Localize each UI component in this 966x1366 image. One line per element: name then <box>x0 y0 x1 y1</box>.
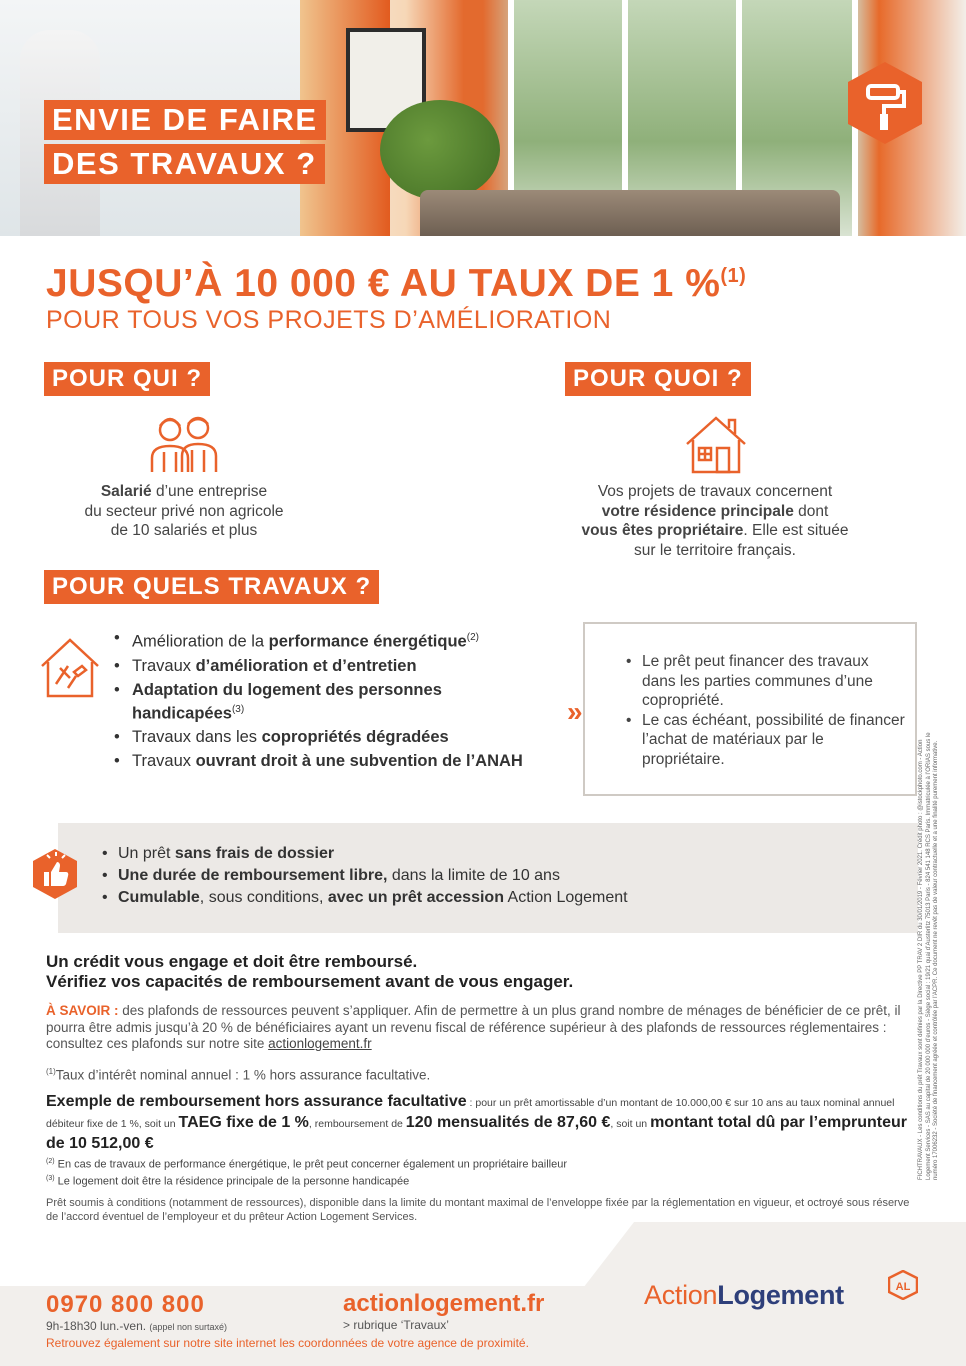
double-chevron-icon: » <box>567 696 583 727</box>
list-item: • Travaux dans les copropriétés dégradées <box>110 727 530 747</box>
hero-title-line2: DES TRAVAUX ? <box>44 144 325 184</box>
credit-warning: Un crédit vous engage et doit être remboursé. Vérifiez vos capacités de remboursement avant de vous engager. <box>46 952 574 991</box>
list-item: • Le cas échéant, possibilité de financer l’achat de matériaux par le propriétaire. <box>626 711 906 770</box>
advantages-list <box>100 843 800 909</box>
footnote-2: $^{(2)}$ En cas de travaux de performance énergétique, le prêt peut concerner également un propriétaire bailleur <box>46 1158 567 1171</box>
list-item: • Une durée de remboursement libre, dans la limite de 10 ans <box>100 865 800 887</box>
people-icon <box>148 412 220 474</box>
list-item: • Cumulable, sous conditions, avec un prêt accession Action Logement <box>100 887 800 909</box>
conditions-text: Prêt soumis à conditions (notamment de ressources), disponible dans la limite du montant maximal de l’enveloppe fixée par la réglementation en vigueur, et octroyé sous réserve de l’accord éventuel de l’employeur et du prêteur Action Logement Services. <box>46 1197 910 1223</box>
repayment-example: Exemple de remboursement hors assurance facultative : pour un prêt amortissable d’un montant de 10.000,00 € sur 10 ans au taux nominal annuel débiteur fixe de 1 %, soit un TAEG fixe de 1 %, remboursement de 120 mensualités de 87,60 €, soit un montant total dû par l’emprunteur de 10 512,00 € <box>46 1093 907 1152</box>
logo-badge-icon <box>888 1270 918 1300</box>
list-item: • Amélioration de la performance énergétique$^{(2)}$ <box>110 628 530 652</box>
subheadline: POUR TOUS VOS PROJETS D’AMÉLIORATION <box>46 306 612 334</box>
list-item: • Adaptation du logement des personnes handicapées$^{(3)}$ <box>110 680 530 724</box>
opening-hours: 9h-18h30 lun.-ven. (appel non surtaxé) <box>46 1319 227 1333</box>
pour-quels-travaux-tag: POUR QUELS TRAVAUX ? <box>44 570 379 604</box>
list-item: • Travaux ouvrant droit à une subvention de l’ANAH <box>110 751 530 771</box>
hero-title-line1: ENVIE DE FAIRE <box>44 100 326 140</box>
pour-quoi-text: Vos projets de travaux concernent votre résidence principale dont vous êtes propriétaire. Elle est située sur le territoire français. <box>581 483 849 559</box>
agency-note: Retrouvez également sur notre site internet les coordonnées de votre agence de proximité. <box>46 1336 529 1350</box>
a-savoir-paragraph: À SAVOIR : des plafonds de ressources peuvent s’appliquer. Afin de permettre à un plus grand nombre de ménages de bénéficier de ce prêt, il pourra être admis jusqu’à 20 % de bénéficiaires ayant un revenu fiscal de référence supérieur à des plafonds de ressources réglementaires : consultez ces plafonds sur notre site actionlogement.fr <box>46 1003 901 1051</box>
thumbs-up-hex-icon <box>32 848 78 900</box>
paint-roller-hex-icon <box>846 60 924 146</box>
pour-qui-text: Salarié d’une entreprise du secteur privé non agricole de 10 salariés et plus <box>84 483 284 539</box>
list-item: • Travaux d’amélioration et d’entretien <box>110 656 530 676</box>
vertical-legal-text: FICHTRAVAUX - Les conditions du prêt Travaux sont définies par la Directive PP TRAV 2 DIR du 30/01/2019 - Février 2021. Crédit photo : @istockphoto.com - Action Logement Services - SAS au capital de 20 000 000 d’euros - Siège social : 19/21 quai d’Austerlitz 75013 Paris - 824 541 148 RCS Paris. Immatriculée à l’ORIAS sous le numéro 17006232 - Société de financement agréée et contrôlée par l’ACPR. Ce document ne revêt pas de valeur contractuelle et a une finalité purement informative. <box>918 732 939 1180</box>
list-item: • Le prêt peut financer des travaux dans les parties communes d’une copropriété. <box>626 652 906 711</box>
house-tools-icon <box>40 636 100 698</box>
pour-qui-tag: POUR QUI ? <box>44 362 210 396</box>
website-link[interactable]: actionlogement.fr <box>343 1290 545 1317</box>
action-logement-logo: ActionLogement <box>644 1280 844 1310</box>
actionlogement-link[interactable]: actionlogement.fr <box>268 1036 372 1051</box>
pour-quoi-tag: POUR QUOI ? <box>565 362 751 396</box>
info-box-list <box>626 652 906 769</box>
phone-number[interactable]: 0970 800 800 <box>46 1291 205 1318</box>
footnote-1: $^{(1)}$Taux d’intérêt nominal annuel : 1 % hors assurance facultative. <box>46 1067 431 1083</box>
house-icon <box>685 414 747 474</box>
hero-title <box>44 100 326 188</box>
footnote-3: $^{(3)}$ Le logement doit être la résidence principale de la personne handicapée <box>46 1175 410 1188</box>
headline: JUSQU’À 10 000 € AU TAUX DE 1 %$^{(1)}$ <box>46 262 747 305</box>
travaux-list <box>110 628 530 775</box>
footnotes <box>46 1155 567 1189</box>
rubrique-text: > rubrique ‘Travaux’ <box>343 1318 449 1332</box>
list-item: • Un prêt sans frais de dossier <box>100 843 800 865</box>
svg-text:AL: AL <box>895 1281 911 1293</box>
